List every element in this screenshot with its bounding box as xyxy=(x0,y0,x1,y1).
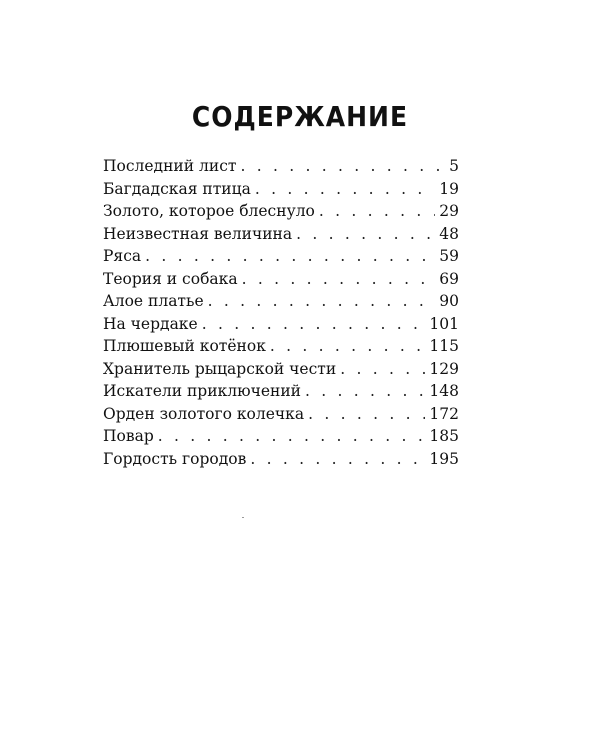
toc-entry-page: 48 xyxy=(439,224,459,243)
page-title: СОДЕРЖАНИЕ xyxy=(191,100,409,133)
dot-leader xyxy=(240,155,445,178)
toc-entry xyxy=(103,380,459,403)
toc-entry-page: 115 xyxy=(429,337,459,355)
toc-entry xyxy=(103,223,459,246)
toc-entry xyxy=(103,403,459,426)
toc-entry-page: 172 xyxy=(429,404,459,423)
toc-entry-title: Гордость городов xyxy=(103,449,247,468)
toc-entry xyxy=(103,448,459,471)
toc-entry-title: Плюшевый котёнок xyxy=(103,337,266,355)
toc-entry-page: 185 xyxy=(429,427,459,445)
toc-entry-page: 59 xyxy=(439,247,459,265)
dot-leader xyxy=(340,358,425,381)
toc-entry-page: 101 xyxy=(429,314,459,333)
dot-leader xyxy=(305,380,425,403)
toc-entry xyxy=(103,358,459,381)
toc-entry-title: Теория и собака xyxy=(103,269,238,288)
toc-entry xyxy=(103,245,459,268)
toc-entry-title: На чердаке xyxy=(103,314,198,333)
toc-entry-title: Алое платье xyxy=(103,292,204,310)
dot-leader xyxy=(270,335,426,358)
toc-entry-page: 90 xyxy=(439,292,459,310)
toc-entry-page: 148 xyxy=(429,382,459,400)
toc-entry-title: Ряса xyxy=(103,247,142,265)
toc-entry xyxy=(103,313,459,336)
dot-leader xyxy=(255,178,435,201)
dot-leader xyxy=(208,290,436,313)
toc-entry-title: Багдадская птица xyxy=(103,179,251,198)
dot-leader xyxy=(242,268,436,291)
toc-entry-page: 5 xyxy=(449,157,459,175)
toc-entry xyxy=(103,268,459,291)
toc-entry-title: Орден золотого колечка xyxy=(103,404,305,423)
toc-entry-page: 19 xyxy=(439,179,459,198)
toc-entry-title: Последний лист xyxy=(103,157,237,175)
table-of-contents xyxy=(103,155,459,470)
toc-entry-title: Повар xyxy=(103,427,154,445)
toc-entry-page: 129 xyxy=(429,359,459,378)
toc-entry xyxy=(103,425,459,448)
dot-leader xyxy=(250,448,425,471)
toc-entry-title: Золото, которое блеснуло xyxy=(103,202,315,220)
toc-entry-page: 69 xyxy=(439,269,459,288)
toc-entry-title: Хранитель рыцарской чести xyxy=(103,359,337,378)
toc-entry xyxy=(103,335,459,358)
dot-leader xyxy=(319,200,435,223)
toc-entry xyxy=(103,290,459,313)
dot-leader xyxy=(296,223,435,246)
toc-entry xyxy=(103,155,459,178)
dot-leader xyxy=(145,245,435,268)
dot-leader xyxy=(202,313,426,336)
toc-entry-page: 195 xyxy=(429,449,459,468)
toc-entry-title: Искатели приключений xyxy=(103,382,302,400)
toc-entry-title: Неизвестная величина xyxy=(103,224,293,243)
toc-entry xyxy=(103,178,459,201)
paper-speck xyxy=(242,517,244,518)
dot-leader xyxy=(308,403,425,426)
toc-entry-page: 29 xyxy=(439,202,459,220)
toc-entry xyxy=(103,200,459,223)
dot-leader xyxy=(158,425,426,448)
